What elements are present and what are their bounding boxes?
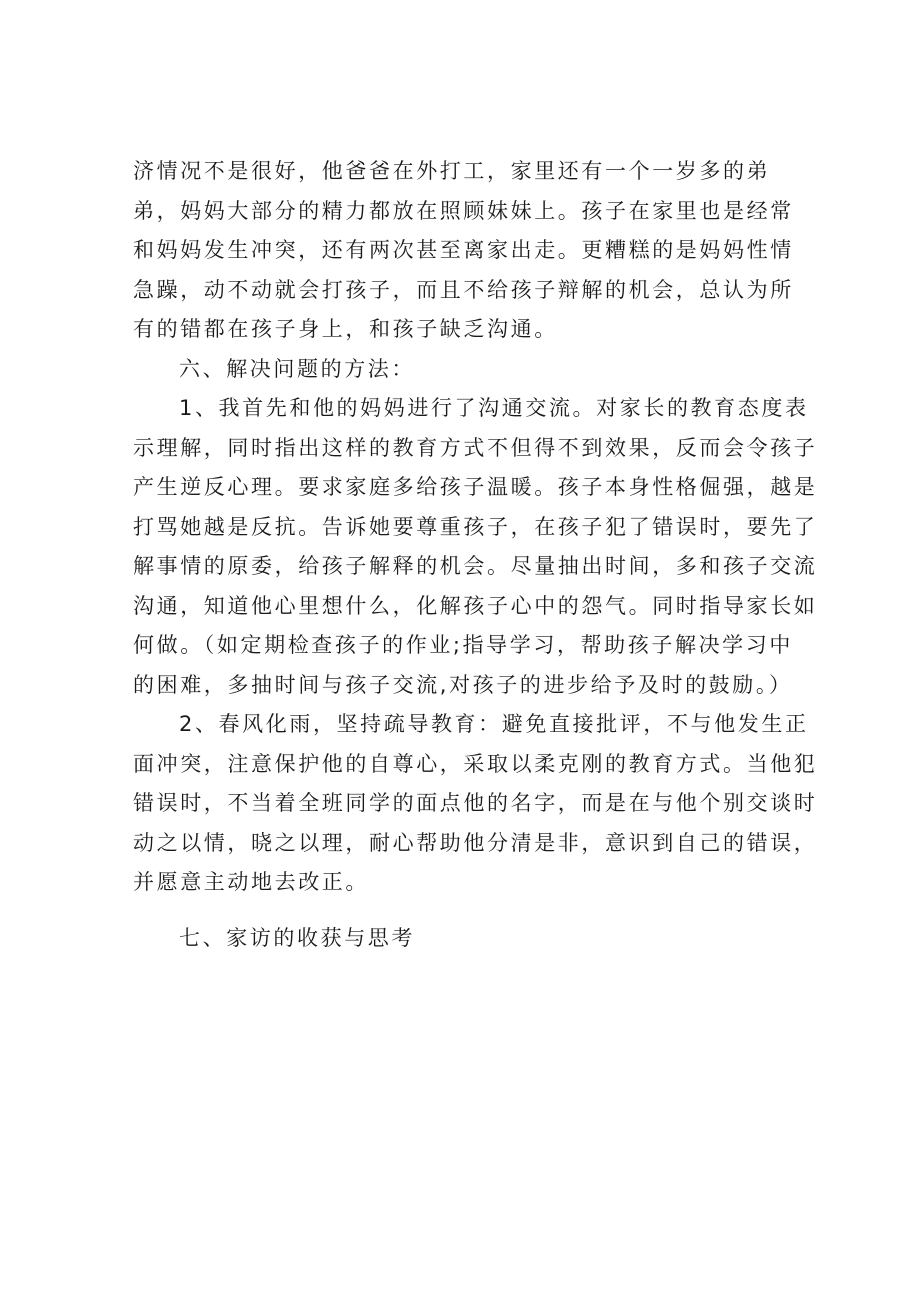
- body-line: 急躁，动不动就会打孩子，而且不给孩子辩解的机会，总认为所: [133, 277, 794, 302]
- body-line: 错误时，不当着全班同学的面点他的名字，而是在与他个别交谈时: [133, 791, 818, 815]
- body-line: 产生逆反心理。要求家庭多给孩子温暖。孩子本身性格倔强，越是: [133, 475, 818, 499]
- body-line: 示理解，同时指出这样的教育方式不但得不到效果，反而会令孩子: [133, 435, 818, 460]
- body-line: 有的错都在孩子身上，和孩子缺乏沟通。: [133, 317, 558, 341]
- section-heading-reflection: 七、家访的收获与思考: [179, 925, 415, 950]
- body-line: 沟通，知道他心里想什么，化解孩子心中的怨气。同时指导家长如: [133, 593, 818, 618]
- body-line: 和妈妈发生冲突，还有两次甚至离家出走。更糟糕的是妈妈性情: [133, 238, 794, 262]
- section-heading-methods: 六、解决问题的方法：: [179, 356, 415, 381]
- method-1-first-line: 1、我首先和他的妈妈进行了沟通交流。对家长的教育态度表: [179, 396, 809, 420]
- body-line: 的困难，多抽时间与孩子交流,对孩子的进步给予及时的鼓励。）: [133, 672, 793, 697]
- body-line: 动之以情，晓之以理，耐心帮助他分清是非，意识到自己的错误，: [133, 830, 818, 855]
- body-line: 打骂她越是反抗。告诉她要尊重孩子，在孩子犯了错误时，要先了: [133, 514, 818, 539]
- body-line: 弟，妈妈大部分的精力都放在照顾妹妹上。孩子在家里也是经常: [133, 198, 794, 223]
- body-line: 何做。（如定期检查孩子的作业;指导学习，帮助孩子解决学习中: [133, 633, 793, 657]
- body-line: 解事情的原委，给孩子解释的机会。尽量抽出时间，多和孩子交流: [133, 554, 818, 578]
- body-line: 面冲突，注意保护他的自尊心，采取以柔克刚的教育方式。当他犯: [133, 751, 818, 776]
- document-body: [133, 152, 818, 958]
- method-2-first-line: 2、春风化雨，坚持疏导教育：避免直接批评，不与他发生正: [179, 712, 809, 736]
- body-line: 济情况不是很好，他爸爸在外打工，家里还有一个一岁多的弟: [133, 159, 771, 183]
- body-line: 并愿意主动地去改正。: [133, 870, 369, 894]
